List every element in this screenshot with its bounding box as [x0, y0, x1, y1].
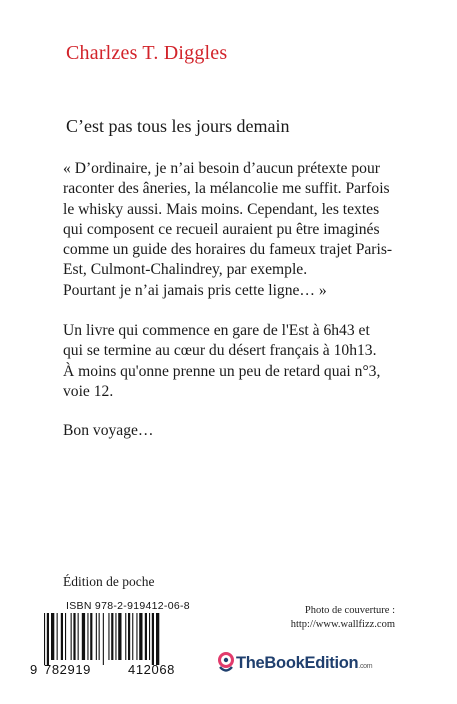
- barcode-bar: [145, 613, 147, 660]
- barcode-bar: [103, 613, 104, 665]
- barcode-bar: [47, 613, 49, 665]
- logo-main-text: TheBookEdition: [236, 653, 359, 672]
- barcode-icon: [38, 613, 202, 665]
- isbn-label: ISBN 978-2-919412-06-8: [66, 600, 190, 612]
- barcode-bar: [90, 613, 92, 660]
- logo-domain-text: .com: [358, 662, 373, 670]
- book-description: [63, 321, 393, 402]
- barcode-bar: [87, 613, 88, 660]
- barcode-bar: [156, 613, 159, 665]
- barcode-bar: [78, 613, 79, 660]
- barcode-bar: [51, 613, 54, 660]
- quote-line: Est, Culmont-Chalindrey, par exemple.: [63, 261, 308, 279]
- barcode-digit-first: 9: [30, 662, 38, 677]
- back-cover-quote: [63, 159, 393, 301]
- barcode-bar: [111, 613, 113, 660]
- barcode-bar: [132, 613, 133, 660]
- quote-line: qui composent ce recueil auraient pu être imaginés: [63, 220, 380, 238]
- isbn-barcode: [30, 600, 210, 684]
- description-line: voie 12.: [63, 382, 114, 400]
- book-title: C’est pas tous les jours demain: [66, 116, 290, 136]
- publisher-logo-text: [236, 654, 372, 673]
- description-line: qui se termine au cœur du désert français à 10h13.: [63, 342, 377, 360]
- barcode-bar: [96, 613, 97, 660]
- barcode-bar: [125, 613, 126, 660]
- barcode-bar: [82, 613, 85, 660]
- barcode-bar: [99, 613, 100, 660]
- barcode-digit-group-2: 412068: [128, 662, 175, 677]
- quote-line: le whisky aussi. Mais moins. Cependant, les textes: [63, 200, 380, 218]
- quote-line: Pourtant je n’ai jamais pris cette ligne… »: [63, 281, 327, 299]
- barcode-bar: [115, 613, 116, 660]
- photo-credit: [291, 604, 395, 632]
- barcode-bar: [61, 613, 63, 660]
- barcode-bar: [118, 613, 121, 660]
- barcode-bar: [44, 613, 45, 665]
- barcode-bar: [65, 613, 66, 660]
- barcode-bar: [71, 613, 72, 660]
- barcode-bar: [128, 613, 130, 660]
- quote-line: « D’ordinaire, je n’ai besoin d’aucun prétexte pour: [63, 160, 380, 177]
- barcode-bar: [108, 613, 109, 660]
- photo-credit-url: http://www.wallfizz.com: [290, 619, 395, 630]
- barcode-bar: [57, 613, 58, 660]
- publisher-logo: [216, 652, 372, 674]
- barcode-bar: [73, 613, 75, 660]
- closing-line: Bon voyage…: [63, 422, 154, 439]
- quote-line: comme un guide des horaires du fameux trajet Paris-: [63, 241, 393, 259]
- barcode-bar: [136, 613, 137, 660]
- barcode-digit-group-1: 782919: [44, 662, 91, 677]
- book-author: Charlzes T. Diggles: [66, 42, 228, 64]
- photo-credit-label: Photo de couverture :: [304, 605, 395, 616]
- description-line: À moins qu'onne prenne un peu de retard quai n°3,: [63, 362, 381, 380]
- publisher-logo-icon: [216, 652, 236, 674]
- edition-label: Édition de poche: [63, 574, 155, 589]
- description-line: Un livre qui commence en gare de l'Est à 6h43 et: [63, 322, 370, 339]
- quote-line: raconter des âneries, la mélancolie me suffit. Parfois: [63, 180, 390, 198]
- barcode-bar: [139, 613, 142, 660]
- barcode-bar: [152, 613, 154, 665]
- barcode-bar: [149, 613, 150, 660]
